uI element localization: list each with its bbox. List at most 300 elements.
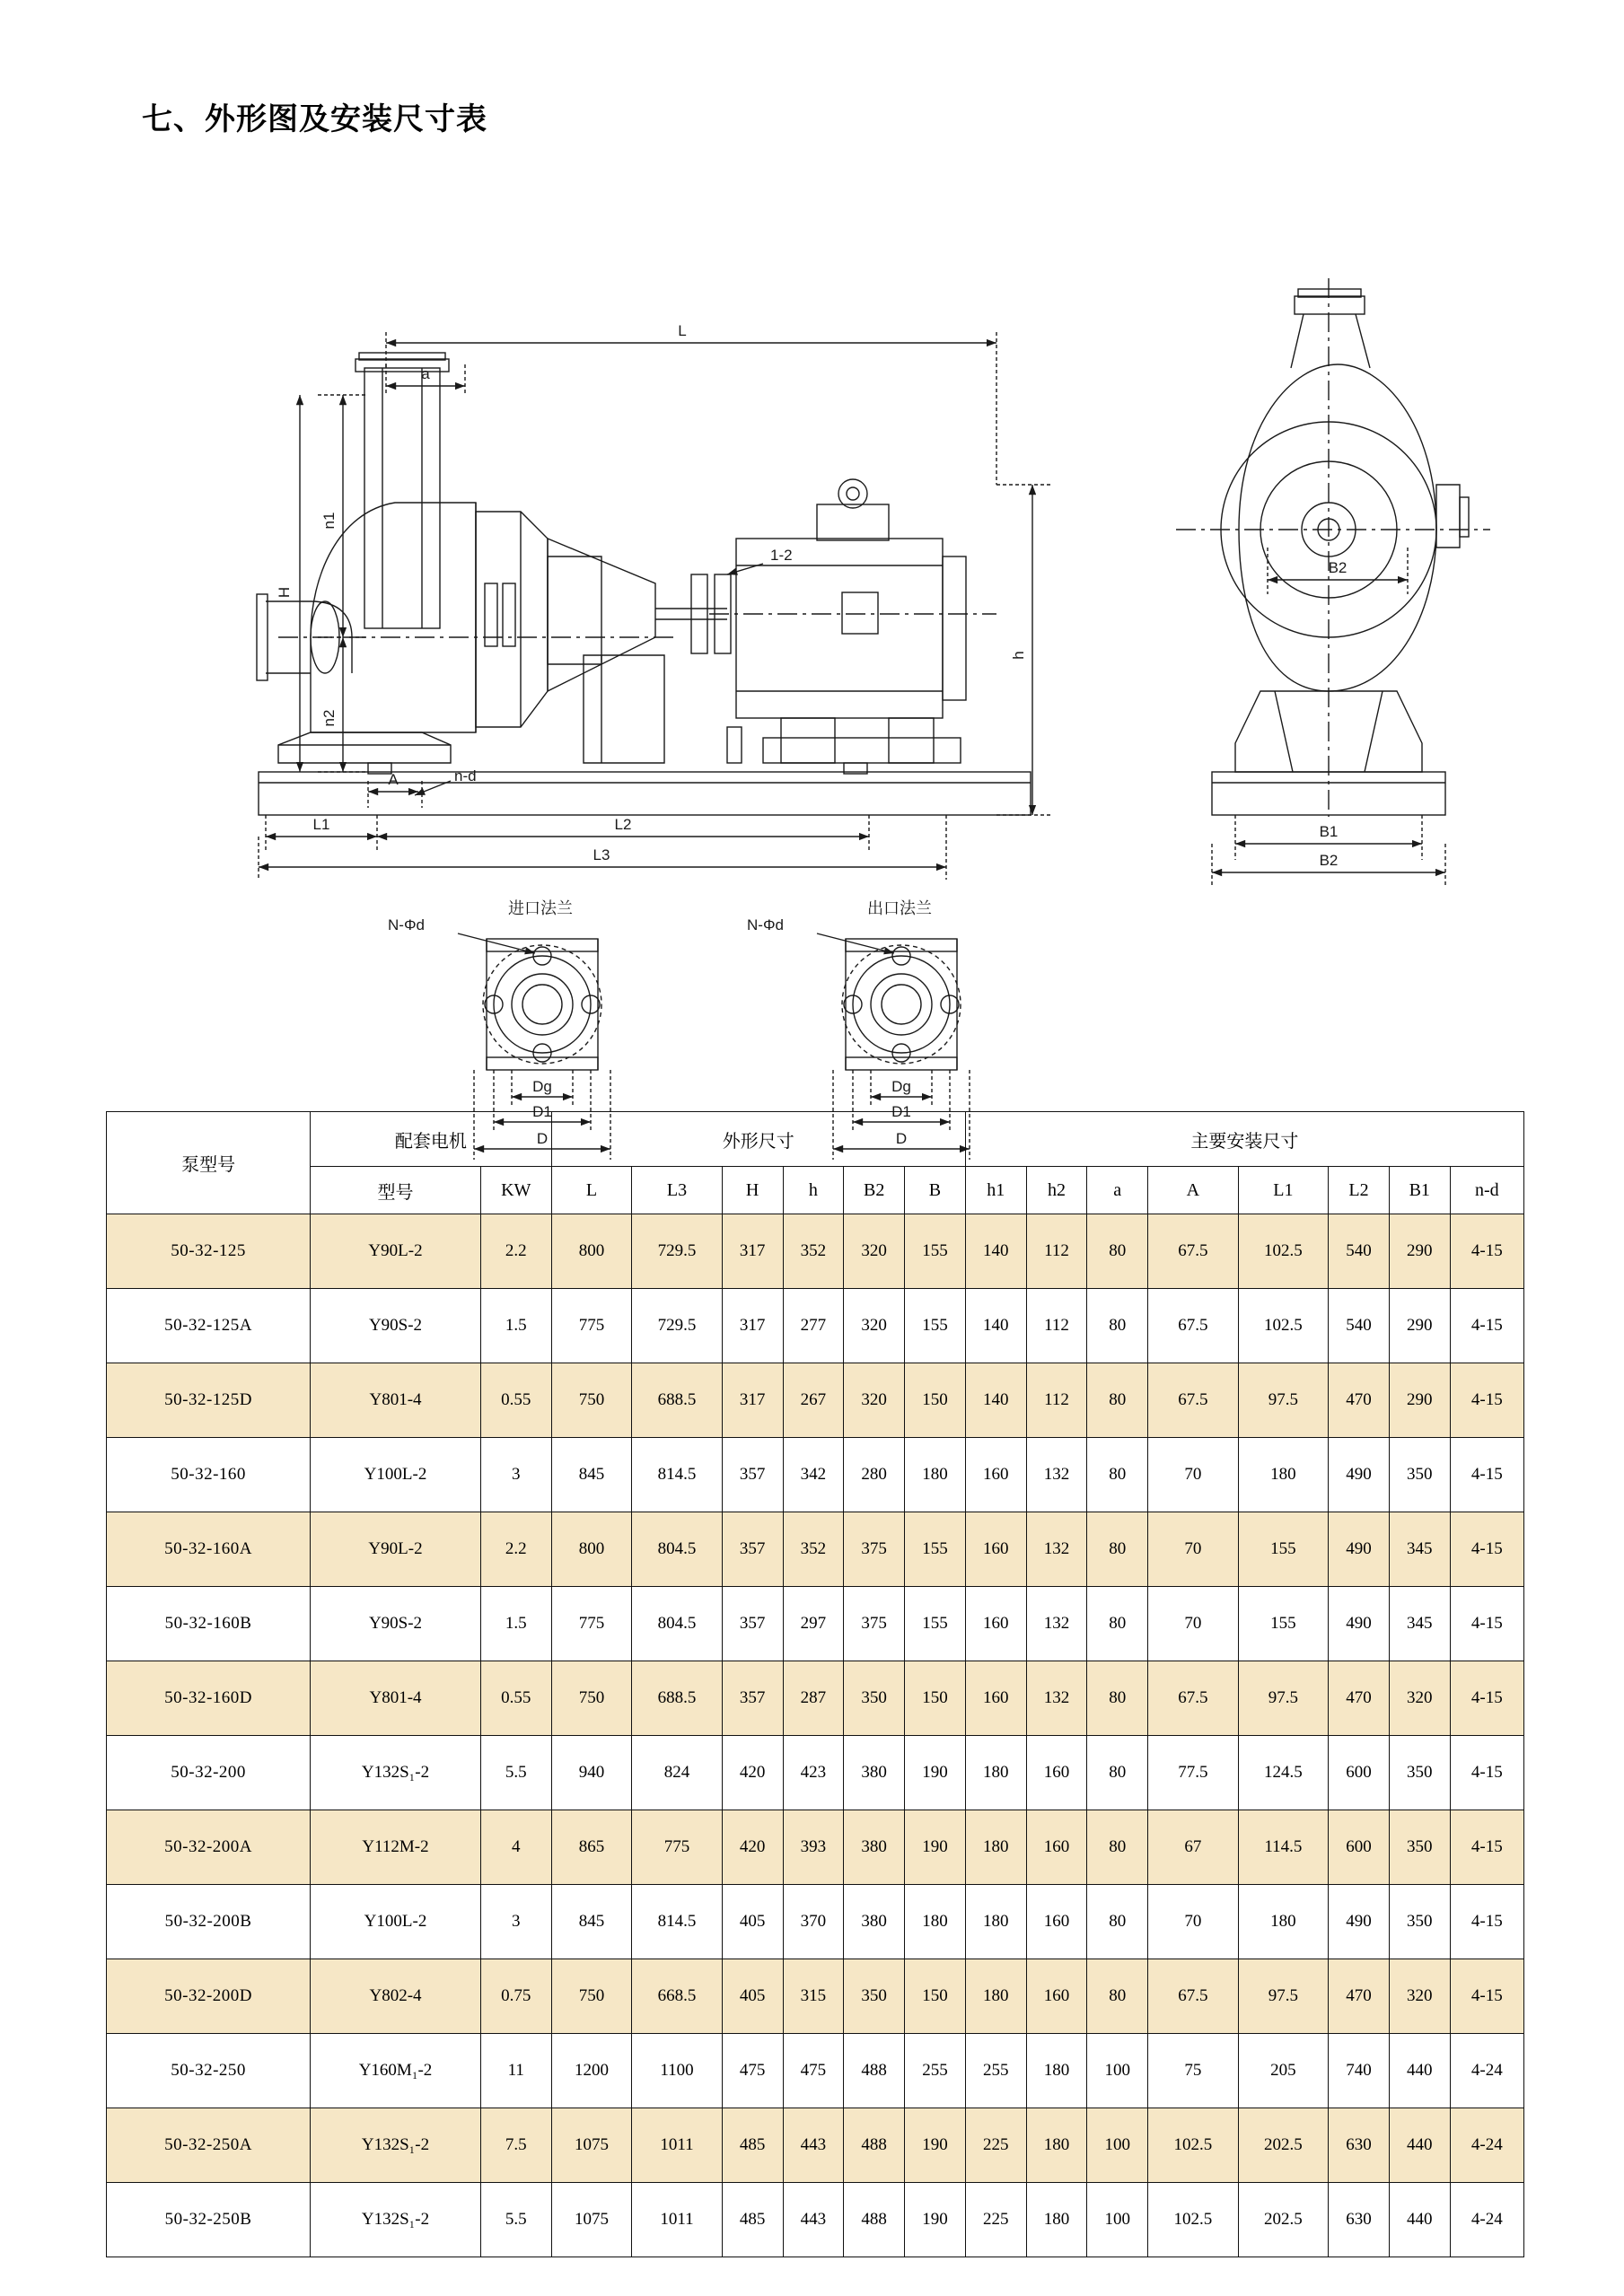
cell-value: 940 xyxy=(551,1736,632,1810)
table-row xyxy=(107,1289,1524,1363)
cell-value: 180 xyxy=(965,1810,1026,1885)
cell-value: Y112M-2 xyxy=(311,1810,481,1885)
cell-value: 140 xyxy=(965,1289,1026,1363)
cell-value: 97.5 xyxy=(1238,1661,1329,1736)
cell-value: 80 xyxy=(1087,1587,1148,1661)
cell-pump-model: 50-32-160 xyxy=(107,1438,311,1512)
cell-value: 475 xyxy=(783,2034,844,2108)
table-row xyxy=(107,1438,1524,1512)
cell-value: 190 xyxy=(905,1810,966,1885)
cell-value: 77.5 xyxy=(1148,1736,1239,1810)
cell-value: 180 xyxy=(1026,2034,1087,2108)
cell-value: 180 xyxy=(965,1885,1026,1959)
cell-value: 490 xyxy=(1329,1512,1390,1587)
cell-value: 1200 xyxy=(551,2034,632,2108)
dim-D-inlet: D xyxy=(536,1130,549,1147)
cell-value: 160 xyxy=(965,1512,1026,1587)
cell-value: 97.5 xyxy=(1238,1363,1329,1438)
cell-value: 470 xyxy=(1329,1661,1390,1736)
cell-value: 440 xyxy=(1389,2108,1450,2183)
cell-value: 357 xyxy=(722,1438,783,1512)
cell-value: 800 xyxy=(551,1512,632,1587)
cell-value: 423 xyxy=(783,1736,844,1810)
cell-value: 668.5 xyxy=(632,1959,723,2034)
cell-value: 345 xyxy=(1389,1512,1450,1587)
cell-value: 350 xyxy=(844,1959,905,2034)
cell-value: Y132S₁-2 xyxy=(311,2108,481,2183)
cell-value: 150 xyxy=(905,1959,966,2034)
cell-value: 155 xyxy=(1238,1512,1329,1587)
cell-value: 0.55 xyxy=(480,1661,551,1736)
cell-value: 1011 xyxy=(632,2183,723,2257)
cell-value: 1075 xyxy=(551,2183,632,2257)
cell-value: 775 xyxy=(551,1587,632,1661)
table-row xyxy=(107,1885,1524,1959)
cell-value: 180 xyxy=(965,1736,1026,1810)
cell-value: 775 xyxy=(632,1810,723,1885)
header-a: a xyxy=(1087,1167,1148,1214)
cell-value: 67.5 xyxy=(1148,1661,1239,1736)
cell-value: 380 xyxy=(844,1736,905,1810)
cell-value: 80 xyxy=(1087,1512,1148,1587)
cell-value: 320 xyxy=(1389,1959,1450,2034)
cell-value: 132 xyxy=(1026,1587,1087,1661)
cell-value: 202.5 xyxy=(1238,2108,1329,2183)
cell-value: 160 xyxy=(965,1661,1026,1736)
cell-value: 4-15 xyxy=(1450,1736,1523,1810)
cell-value: 600 xyxy=(1329,1736,1390,1810)
cell-pump-model: 50-32-125D xyxy=(107,1363,311,1438)
cell-value: 67.5 xyxy=(1148,1959,1239,2034)
table-head xyxy=(107,1112,1524,1214)
cell-value: 320 xyxy=(1389,1661,1450,1736)
cell-value: 370 xyxy=(783,1885,844,1959)
cell-value: 4-15 xyxy=(1450,1512,1523,1587)
header-h1: h1 xyxy=(965,1167,1026,1214)
cell-value: 180 xyxy=(905,1438,966,1512)
cell-value: 865 xyxy=(551,1810,632,1885)
cell-value: 155 xyxy=(905,1587,966,1661)
cell-pump-model: 50-32-250 xyxy=(107,2034,311,2108)
header-h: h xyxy=(783,1167,844,1214)
cell-value: 100 xyxy=(1087,2183,1148,2257)
cell-value: 342 xyxy=(783,1438,844,1512)
cell-value: 102.5 xyxy=(1238,1289,1329,1363)
dim-A: A xyxy=(388,771,399,788)
cell-pump-model: 50-32-200A xyxy=(107,1810,311,1885)
cell-value: 155 xyxy=(905,1289,966,1363)
cell-value: 750 xyxy=(551,1959,632,2034)
cell-value: 775 xyxy=(551,1289,632,1363)
label-N-phi-d-outlet: N-Φd xyxy=(747,916,784,933)
cell-value: 190 xyxy=(905,2108,966,2183)
cell-value: 160 xyxy=(1026,1736,1087,1810)
cell-value: 80 xyxy=(1087,1289,1148,1363)
cell-value: 380 xyxy=(844,1885,905,1959)
header-outline-group: 外形尺寸 xyxy=(551,1112,965,1167)
dim-L3: L3 xyxy=(593,846,610,863)
cell-value: 67 xyxy=(1148,1810,1239,1885)
cell-value: 155 xyxy=(905,1512,966,1587)
cell-value: 4-15 xyxy=(1450,1289,1523,1363)
cell-value: 102.5 xyxy=(1148,2108,1239,2183)
cell-pump-model: 50-32-160A xyxy=(107,1512,311,1587)
cell-value: 67.5 xyxy=(1148,1214,1239,1289)
header-model-group: 泵型号 xyxy=(107,1112,311,1214)
cell-value: 140 xyxy=(965,1214,1026,1289)
cell-value: 317 xyxy=(722,1363,783,1438)
dim-L1: L1 xyxy=(312,816,330,833)
cell-value: Y90L-2 xyxy=(311,1214,481,1289)
cell-value: Y90L-2 xyxy=(311,1512,481,1587)
cell-value: 180 xyxy=(905,1885,966,1959)
cell-value: 255 xyxy=(905,2034,966,2108)
cell-value: 600 xyxy=(1329,1810,1390,1885)
cell-value: 350 xyxy=(844,1661,905,1736)
cell-value: 729.5 xyxy=(632,1289,723,1363)
cell-value: 1.5 xyxy=(480,1587,551,1661)
cell-value: 297 xyxy=(783,1587,844,1661)
table-row xyxy=(107,1363,1524,1438)
cell-value: 485 xyxy=(722,2108,783,2183)
cell-value: 70 xyxy=(1148,1438,1239,1512)
cell-value: 100 xyxy=(1087,2034,1148,2108)
cell-value: 267 xyxy=(783,1363,844,1438)
cell-value: 277 xyxy=(783,1289,844,1363)
cell-value: 287 xyxy=(783,1661,844,1736)
cell-value: 280 xyxy=(844,1438,905,1512)
cell-value: 80 xyxy=(1087,1363,1148,1438)
cell-value: 75 xyxy=(1148,2034,1239,2108)
header-L: L xyxy=(551,1167,632,1214)
cell-value: 4-15 xyxy=(1450,1438,1523,1512)
cell-value: 2.2 xyxy=(480,1214,551,1289)
cell-pump-model: 50-32-160D xyxy=(107,1661,311,1736)
cell-value: 4-15 xyxy=(1450,1661,1523,1736)
cell-value: 150 xyxy=(905,1661,966,1736)
dim-D1-inlet: D1 xyxy=(532,1103,552,1120)
cell-value: 317 xyxy=(722,1289,783,1363)
cell-value: 3 xyxy=(480,1885,551,1959)
cell-value: 4-24 xyxy=(1450,2183,1523,2257)
cell-value: 490 xyxy=(1329,1885,1390,1959)
cell-value: 0.75 xyxy=(480,1959,551,2034)
dim-Dg-outlet: Dg xyxy=(891,1078,911,1095)
cell-value: 375 xyxy=(844,1587,905,1661)
cell-value: 5.5 xyxy=(480,2183,551,2257)
cell-value: Y90S-2 xyxy=(311,1587,481,1661)
header-h2: h2 xyxy=(1026,1167,1087,1214)
cell-value: Y90S-2 xyxy=(311,1289,481,1363)
cell-value: Y801-4 xyxy=(311,1661,481,1736)
cell-value: Y100L-2 xyxy=(311,1885,481,1959)
cell-value: 540 xyxy=(1329,1289,1390,1363)
cell-value: 814.5 xyxy=(632,1885,723,1959)
cell-value: 255 xyxy=(965,2034,1026,2108)
cell-value: 357 xyxy=(722,1512,783,1587)
cell-value: 80 xyxy=(1087,1661,1148,1736)
cell-value: 488 xyxy=(844,2183,905,2257)
cell-value: 290 xyxy=(1389,1214,1450,1289)
cell-value: 845 xyxy=(551,1438,632,1512)
table-row xyxy=(107,2034,1524,2108)
cell-value: 443 xyxy=(783,2108,844,2183)
cell-value: 70 xyxy=(1148,1885,1239,1959)
cell-value: 160 xyxy=(965,1587,1026,1661)
cell-value: 70 xyxy=(1148,1512,1239,1587)
cell-value: 67.5 xyxy=(1148,1289,1239,1363)
cell-pump-model: 50-32-200B xyxy=(107,1885,311,1959)
cell-value: 112 xyxy=(1026,1289,1087,1363)
cell-value: 7.5 xyxy=(480,2108,551,2183)
cell-value: 1011 xyxy=(632,2108,723,2183)
cell-value: 4-24 xyxy=(1450,2108,1523,2183)
cell-value: 160 xyxy=(965,1438,1026,1512)
cell-value: 405 xyxy=(722,1885,783,1959)
cell-value: 440 xyxy=(1389,2183,1450,2257)
cell-value: 102.5 xyxy=(1148,2183,1239,2257)
table-row xyxy=(107,1512,1524,1587)
cell-value: 180 xyxy=(1026,2183,1087,2257)
cell-value: 4 xyxy=(480,1810,551,1885)
cell-value: 357 xyxy=(722,1587,783,1661)
dim-B2-lower: B2 xyxy=(1319,852,1339,869)
header-motor-model: 型号 xyxy=(311,1167,481,1214)
cell-value: 352 xyxy=(783,1214,844,1289)
cell-value: 443 xyxy=(783,2183,844,2257)
cell-value: 190 xyxy=(905,2183,966,2257)
cell-value: 1.5 xyxy=(480,1289,551,1363)
cell-pump-model: 50-32-200 xyxy=(107,1736,311,1810)
label-inlet-flange: 进口法兰 xyxy=(508,899,573,918)
header-B1: B1 xyxy=(1389,1167,1450,1214)
cell-value: 112 xyxy=(1026,1214,1087,1289)
cell-value: 205 xyxy=(1238,2034,1329,2108)
cell-value: 320 xyxy=(844,1214,905,1289)
cell-value: 490 xyxy=(1329,1438,1390,1512)
cell-value: 375 xyxy=(844,1512,905,1587)
cell-value: 80 xyxy=(1087,1214,1148,1289)
table-body xyxy=(107,1214,1524,2257)
cell-value: 97.5 xyxy=(1238,1959,1329,2034)
table-row xyxy=(107,1587,1524,1661)
cell-value: 540 xyxy=(1329,1214,1390,1289)
cell-value: Y132S₁-2 xyxy=(311,1736,481,1810)
header-B: B xyxy=(905,1167,966,1214)
cell-value: 114.5 xyxy=(1238,1810,1329,1885)
cell-value: 160 xyxy=(1026,1959,1087,2034)
header-motor-group: 配套电机 xyxy=(311,1112,552,1167)
dim-1-2: 1-2 xyxy=(770,547,793,564)
cell-value: Y801-4 xyxy=(311,1363,481,1438)
cell-value: 80 xyxy=(1087,1736,1148,1810)
dim-D1-outlet: D1 xyxy=(891,1103,911,1120)
cell-value: 80 xyxy=(1087,1438,1148,1512)
cell-value: 317 xyxy=(722,1214,783,1289)
label-outlet-flange: 出口法兰 xyxy=(867,899,932,918)
cell-value: 4-15 xyxy=(1450,1363,1523,1438)
cell-value: 470 xyxy=(1329,1363,1390,1438)
cell-value: 688.5 xyxy=(632,1661,723,1736)
cell-value: 630 xyxy=(1329,2183,1390,2257)
cell-value: 440 xyxy=(1389,2034,1450,2108)
cell-value: 290 xyxy=(1389,1363,1450,1438)
cell-value: 490 xyxy=(1329,1587,1390,1661)
cell-value: 405 xyxy=(722,1959,783,2034)
cell-value: 4-15 xyxy=(1450,1214,1523,1289)
cell-pump-model: 50-32-250A xyxy=(107,2108,311,2183)
header-L1: L1 xyxy=(1238,1167,1329,1214)
header-L2: L2 xyxy=(1329,1167,1390,1214)
cell-value: 160 xyxy=(1026,1810,1087,1885)
cell-value: 4-15 xyxy=(1450,1959,1523,2034)
cell-pump-model: 50-32-200D xyxy=(107,1959,311,2034)
dim-L: L xyxy=(678,322,687,339)
cell-value: 4-15 xyxy=(1450,1885,1523,1959)
cell-value: 80 xyxy=(1087,1959,1148,2034)
cell-value: 102.5 xyxy=(1238,1214,1329,1289)
dim-a: a xyxy=(421,365,430,382)
cell-value: 150 xyxy=(905,1363,966,1438)
header-A: A xyxy=(1148,1167,1239,1214)
cell-value: 488 xyxy=(844,2108,905,2183)
header-L3: L3 xyxy=(632,1167,723,1214)
cell-value: 4-24 xyxy=(1450,2034,1523,2108)
cell-value: 80 xyxy=(1087,1810,1148,1885)
dim-Dg-inlet: Dg xyxy=(532,1078,552,1095)
cell-value: 352 xyxy=(783,1512,844,1587)
cell-pump-model: 50-32-125A xyxy=(107,1289,311,1363)
table-row xyxy=(107,1810,1524,1885)
cell-value: 393 xyxy=(783,1810,844,1885)
dim-D-outlet: D xyxy=(895,1130,908,1147)
cell-value: 67.5 xyxy=(1148,1363,1239,1438)
cell-pump-model: 50-32-250B xyxy=(107,2183,311,2257)
cell-value: 202.5 xyxy=(1238,2183,1329,2257)
cell-value: Y160M₁-2 xyxy=(311,2034,481,2108)
cell-value: 11 xyxy=(480,2034,551,2108)
cell-value: 345 xyxy=(1389,1587,1450,1661)
cell-value: 845 xyxy=(551,1885,632,1959)
cell-value: 357 xyxy=(722,1661,783,1736)
cell-value: 132 xyxy=(1026,1661,1087,1736)
cell-value: 100 xyxy=(1087,2108,1148,2183)
cell-value: 688.5 xyxy=(632,1363,723,1438)
cell-value: 4-15 xyxy=(1450,1810,1523,1885)
cell-value: 80 xyxy=(1087,1885,1148,1959)
cell-value: 2.2 xyxy=(480,1512,551,1587)
cell-value: 824 xyxy=(632,1736,723,1810)
page-title: 七、外形图及安装尺寸表 xyxy=(142,101,487,137)
table-row xyxy=(107,2108,1524,2183)
cell-value: 804.5 xyxy=(632,1512,723,1587)
dim-n2: n2 xyxy=(320,709,338,727)
cell-value: 3 xyxy=(480,1438,551,1512)
dim-h: h xyxy=(1010,651,1027,660)
header-install-group: 主要安装尺寸 xyxy=(965,1112,1523,1167)
cell-value: 1100 xyxy=(632,2034,723,2108)
cell-value: 350 xyxy=(1389,1885,1450,1959)
dimension-table-wrap xyxy=(106,1111,1524,2257)
table-row xyxy=(107,2183,1524,2257)
cell-pump-model: 50-32-125 xyxy=(107,1214,311,1289)
cell-value: 800 xyxy=(551,1214,632,1289)
cell-value: 420 xyxy=(722,1810,783,1885)
cell-value: 190 xyxy=(905,1736,966,1810)
cell-value: 5.5 xyxy=(480,1736,551,1810)
dimension-table xyxy=(106,1111,1524,2257)
cell-value: 225 xyxy=(965,2183,1026,2257)
cell-value: 814.5 xyxy=(632,1438,723,1512)
cell-value: 180 xyxy=(1238,1438,1329,1512)
cell-value: 420 xyxy=(722,1736,783,1810)
cell-value: 132 xyxy=(1026,1512,1087,1587)
dim-L2: L2 xyxy=(614,816,632,833)
cell-value: 180 xyxy=(1026,2108,1087,2183)
cell-pump-model: 50-32-160B xyxy=(107,1587,311,1661)
cell-value: 225 xyxy=(965,2108,1026,2183)
table-row xyxy=(107,1214,1524,1289)
cell-value: 1075 xyxy=(551,2108,632,2183)
cell-value: 180 xyxy=(965,1959,1026,2034)
cell-value: 315 xyxy=(783,1959,844,2034)
cell-value: 630 xyxy=(1329,2108,1390,2183)
dim-H: H xyxy=(276,586,293,599)
cell-value: 290 xyxy=(1389,1289,1450,1363)
cell-value: 350 xyxy=(1389,1736,1450,1810)
header-B2: B2 xyxy=(844,1167,905,1214)
table-row xyxy=(107,1736,1524,1810)
cell-value: 4-15 xyxy=(1450,1587,1523,1661)
cell-value: 750 xyxy=(551,1661,632,1736)
dim-B2-upper: B2 xyxy=(1328,559,1347,576)
cell-value: 740 xyxy=(1329,2034,1390,2108)
label-N-phi-d-inlet: N-Φd xyxy=(388,916,425,933)
cell-value: 140 xyxy=(965,1363,1026,1438)
table-row xyxy=(107,1959,1524,2034)
cell-value: 804.5 xyxy=(632,1587,723,1661)
cell-value: 0.55 xyxy=(480,1363,551,1438)
cell-value: 729.5 xyxy=(632,1214,723,1289)
cell-value: Y132S₁-2 xyxy=(311,2183,481,2257)
cell-value: Y802-4 xyxy=(311,1959,481,2034)
cell-value: 350 xyxy=(1389,1810,1450,1885)
dim-n1: n1 xyxy=(320,512,338,530)
cell-value: 124.5 xyxy=(1238,1736,1329,1810)
cell-value: Y100L-2 xyxy=(311,1438,481,1512)
cell-value: 70 xyxy=(1148,1587,1239,1661)
dim-n-d: n-d xyxy=(454,767,477,784)
cell-value: 475 xyxy=(722,2034,783,2108)
cell-value: 320 xyxy=(844,1289,905,1363)
cell-value: 488 xyxy=(844,2034,905,2108)
cell-value: 160 xyxy=(1026,1885,1087,1959)
header-H: H xyxy=(722,1167,783,1214)
cell-value: 112 xyxy=(1026,1363,1087,1438)
cell-value: 132 xyxy=(1026,1438,1087,1512)
cell-value: 180 xyxy=(1238,1885,1329,1959)
cell-value: 380 xyxy=(844,1810,905,1885)
dim-B1: B1 xyxy=(1319,823,1339,840)
cell-value: 470 xyxy=(1329,1959,1390,2034)
header-kw: KW xyxy=(480,1167,551,1214)
cell-value: 155 xyxy=(1238,1587,1329,1661)
cell-value: 750 xyxy=(551,1363,632,1438)
table-row xyxy=(107,1661,1524,1736)
header-n-d: n-d xyxy=(1450,1167,1523,1214)
cell-value: 320 xyxy=(844,1363,905,1438)
cell-value: 155 xyxy=(905,1214,966,1289)
